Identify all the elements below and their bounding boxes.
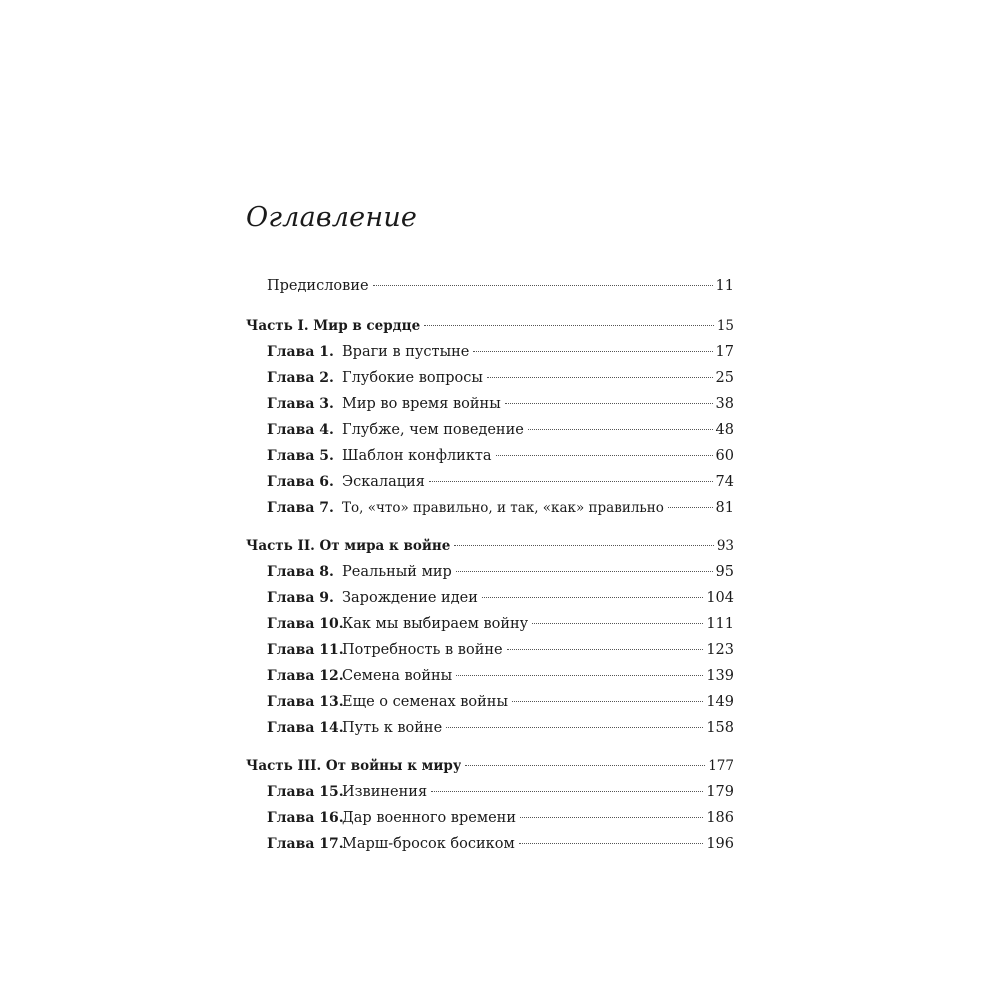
page-number: 93	[716, 538, 734, 554]
dot-leader	[519, 843, 704, 844]
dot-leader	[456, 571, 713, 572]
page-number: 17	[715, 344, 734, 360]
page-number: 104	[706, 590, 734, 606]
chapter-label: Глава 10.	[267, 616, 344, 632]
page-number: 123	[706, 642, 734, 658]
toc-chapter-16	[267, 808, 734, 828]
page-number: 81	[715, 500, 734, 516]
dot-leader	[532, 623, 703, 624]
toc-chapter-7	[267, 498, 734, 518]
toc-part-1	[246, 316, 734, 336]
toc-part-2	[246, 536, 734, 556]
dot-leader	[454, 545, 713, 546]
toc-chapter-5	[267, 446, 734, 466]
toc-chapter-8	[267, 562, 734, 582]
part-title: Часть II. От мира к войне	[246, 538, 451, 554]
chapter-title: Глубокие вопросы	[342, 370, 483, 386]
chapter-title: Как мы выбираем войну	[342, 616, 529, 632]
dot-leader	[668, 507, 713, 508]
toc-chapter-1	[267, 342, 734, 362]
toc-part-3	[246, 756, 734, 776]
chapter-label: Глава 4.	[267, 422, 334, 438]
dot-leader	[520, 817, 703, 818]
toc-chapter-17	[267, 834, 734, 854]
page-number: 196	[706, 836, 734, 852]
part-title: Часть III. От войны к миру	[246, 758, 462, 774]
page-title: Оглавление	[246, 202, 418, 233]
part-title: Часть I. Мир в сердце	[246, 318, 421, 334]
chapter-label: Глава 9.	[267, 590, 334, 606]
chapter-label: Глава 7.	[267, 500, 334, 516]
dot-leader	[528, 429, 713, 430]
chapter-label: Глава 3.	[267, 396, 334, 412]
toc-chapter-9	[267, 588, 734, 608]
chapter-label: Глава 14.	[267, 720, 344, 736]
toc-chapter-2	[267, 368, 734, 388]
chapter-title: Эскалация	[342, 474, 425, 490]
toc-chapter-6	[267, 472, 734, 492]
chapter-title: Глубже, чем поведение	[342, 422, 524, 438]
chapter-title: Зарождение идеи	[342, 590, 478, 606]
toc-chapter-4	[267, 420, 734, 440]
chapter-title: Враги в пустыне	[342, 344, 470, 360]
chapter-label: Глава 8.	[267, 564, 334, 580]
chapter-title: Семена войны	[342, 668, 453, 684]
page-number: 177	[708, 758, 734, 774]
page-number: 38	[715, 396, 734, 412]
toc-chapter-14	[267, 718, 734, 738]
dot-leader	[482, 597, 703, 598]
dot-leader	[505, 403, 713, 404]
dot-leader	[496, 455, 713, 456]
page-number: 15	[716, 318, 734, 334]
dot-leader	[456, 675, 703, 676]
dot-leader	[473, 351, 712, 352]
chapter-label: Глава 6.	[267, 474, 334, 490]
chapter-label: Глава 17.	[267, 836, 344, 852]
dot-leader	[424, 325, 714, 326]
chapter-label: Глава 11.	[267, 642, 344, 658]
chapter-title: Извинения	[342, 784, 428, 800]
page-number: 149	[706, 694, 734, 710]
chapter-title: Дар военного времени	[342, 810, 517, 826]
page-number: 60	[715, 448, 734, 464]
toc-entry-preface	[267, 276, 734, 296]
chapter-label: Глава 1.	[267, 344, 334, 360]
toc-chapter-11	[267, 640, 734, 660]
page-number: 11	[715, 278, 734, 294]
dot-leader	[446, 727, 703, 728]
chapter-title: Шаблон конфликта	[342, 448, 492, 464]
page-number: 111	[706, 616, 734, 632]
chapter-title: Мир во время войны	[342, 396, 501, 412]
dot-leader	[507, 649, 704, 650]
page-number: 25	[715, 370, 734, 386]
chapter-title: Марш-бросок босиком	[342, 836, 515, 852]
toc-chapter-15	[267, 782, 734, 802]
chapter-label: Глава 16.	[267, 810, 344, 826]
toc-chapter-12	[267, 666, 734, 686]
dot-leader	[512, 701, 703, 702]
entry-title: Предисловие	[267, 278, 369, 294]
page-number: 179	[706, 784, 734, 800]
chapter-label: Глава 5.	[267, 448, 334, 464]
dot-leader	[487, 377, 713, 378]
page-number: 74	[715, 474, 734, 490]
toc-chapter-13	[267, 692, 734, 712]
chapter-title: Реальный мир	[342, 564, 452, 580]
chapter-title: Потребность в войне	[342, 642, 503, 658]
toc-chapter-3	[267, 394, 734, 414]
dot-leader	[465, 765, 705, 766]
page-number: 48	[715, 422, 734, 438]
page-number: 158	[706, 720, 734, 736]
dot-leader	[431, 791, 703, 792]
page-number: 95	[715, 564, 734, 580]
chapter-label: Глава 2.	[267, 370, 334, 386]
chapter-label: Глава 12.	[267, 668, 344, 684]
chapter-title: То, «что» правильно, и так, «как» правильно	[342, 500, 664, 516]
chapter-title: Еще о семенах войны	[342, 694, 509, 710]
dot-leader	[373, 285, 713, 286]
dot-leader	[429, 481, 713, 482]
toc-chapter-10	[267, 614, 734, 634]
chapter-label: Глава 15.	[267, 784, 344, 800]
page-number: 139	[706, 668, 734, 684]
chapter-label: Глава 13.	[267, 694, 344, 710]
chapter-title: Путь к войне	[342, 720, 443, 736]
page-number: 186	[706, 810, 734, 826]
